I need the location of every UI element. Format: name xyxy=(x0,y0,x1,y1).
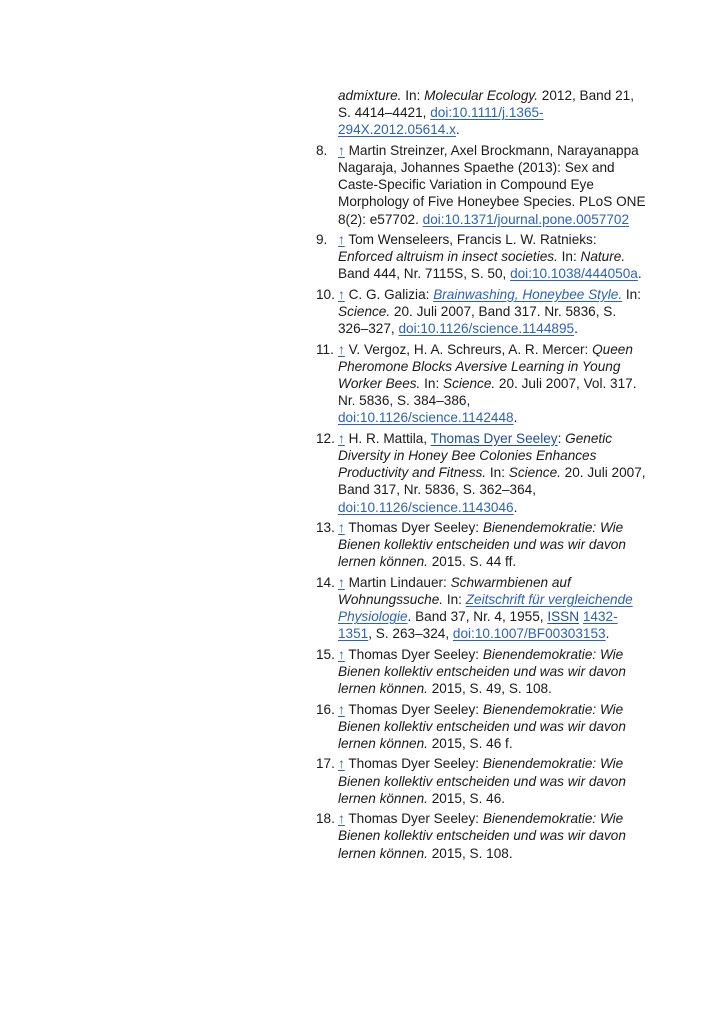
reference-text: 20. Juli 2007, Band 317. Nr. 5836, S. 326–327, xyxy=(338,304,617,337)
reference-text: Thomas Dyer Seeley: xyxy=(348,701,483,717)
reference-text: 2015, S. 49, S. 108. xyxy=(427,681,552,697)
reference-entry xyxy=(316,574,646,643)
reference-entry xyxy=(316,142,646,228)
reference-entry xyxy=(316,341,646,427)
reference-text: Martin Lindauer: xyxy=(348,574,451,590)
reference-text: . xyxy=(513,410,518,426)
reference-number: 11. xyxy=(316,341,334,357)
reference-number: 9. xyxy=(316,232,328,247)
reference-text: . xyxy=(637,266,642,282)
reference-link[interactable]: doi:10.1126/science.1143046 xyxy=(338,499,514,515)
reference-title: Enforced altruism in insect societies. xyxy=(338,249,558,265)
backlink-arrow-icon[interactable]: ↑ xyxy=(338,232,345,247)
reference-title: Bienendemokratie: Wie Bienen kollektiv entscheiden und was wir davon lernen können. xyxy=(338,811,626,861)
reference-text: C. G. Galizia: xyxy=(348,286,434,302)
reference-number: 16. xyxy=(316,701,335,717)
backlink-arrow-icon[interactable]: ↑ xyxy=(338,142,345,158)
reference-title-link[interactable]: Zeitschrift für vergleichende Physiologie xyxy=(338,592,633,625)
backlink-arrow-icon[interactable]: ↑ xyxy=(338,520,345,535)
reference-text: In: xyxy=(443,592,466,607)
reference-title: Bienendemokratie: Wie Bienen kollektiv entscheiden und was wir davon lernen können. xyxy=(338,520,626,570)
backlink-arrow-icon[interactable]: ↑ xyxy=(338,430,345,446)
reference-text: H. R. Mattila, xyxy=(348,430,431,446)
backlink-arrow-icon[interactable]: ↑ xyxy=(338,574,345,590)
backlink-arrow-icon[interactable]: ↑ xyxy=(338,701,345,717)
wiki-link[interactable]: ISSN xyxy=(547,609,580,625)
backlink-arrow-icon[interactable]: ↑ xyxy=(338,286,345,302)
reference-text: In: xyxy=(622,286,641,302)
reference-link[interactable]: doi:10.1371/journal.pone.0057702 xyxy=(422,211,630,227)
reference-entry xyxy=(316,231,646,283)
reference-text: . xyxy=(605,626,610,642)
reference-text: Martin Streinzer, Axel Brockmann, Narayanappa Nagaraja, Johannes Spaethe (2013): Sex and Caste-Specific Variation in Compound Eye Morphology of Five Honeybee Species. PLoS ONE 8(2): e57702. xyxy=(338,142,646,227)
reference-number: 13. xyxy=(316,520,335,535)
reference-text: . Band 37, Nr. 4, 1955, xyxy=(407,609,548,625)
reference-entry xyxy=(316,430,646,516)
reference-text: . xyxy=(513,499,518,515)
reference-link[interactable]: doi:10.1126/science.1142448 xyxy=(338,410,514,426)
reference-text: . xyxy=(574,321,578,337)
reference-text: Band 444, Nr. 7115S, S. 50, xyxy=(338,266,511,282)
reference-text: . xyxy=(455,122,460,138)
reference-entry xyxy=(316,519,646,571)
reference-number: 12. xyxy=(316,430,335,446)
reference-number: 10. xyxy=(316,286,335,302)
reference-title: Nature. xyxy=(580,249,626,265)
reference-title: admixture. xyxy=(338,88,402,103)
backlink-arrow-icon[interactable]: ↑ xyxy=(338,811,345,827)
reference-title: Science. xyxy=(338,304,391,319)
reference-title: Bienendemokratie: Wie Bienen kollektiv entscheiden und was wir davon lernen können. xyxy=(338,701,626,751)
reference-number: 8. xyxy=(316,142,328,158)
reference-text: 2012, Band 21, S. 4414–4421, xyxy=(338,88,634,121)
reference-number: 17. xyxy=(316,756,335,772)
backlink-arrow-icon[interactable]: ↑ xyxy=(338,756,345,772)
reference-title: Bienendemokratie: Wie Bienen kollektiv entscheiden und was wir davon lernen können. xyxy=(338,756,626,806)
reference-text: Thomas Dyer Seeley: xyxy=(348,520,483,535)
reference-text: V. Vergoz, H. A. Schreurs, A. R. Mercer: xyxy=(348,341,593,357)
reference-text: 2015, S. 46. xyxy=(427,790,506,806)
reference-text: 2015, S. 108. xyxy=(427,845,513,861)
reference-text: 2015, S. 46 f. xyxy=(427,736,513,751)
reference-list xyxy=(316,87,646,865)
reference-title-link[interactable]: Brainwashing, Honeybee Style. xyxy=(433,286,623,302)
reference-text: In: xyxy=(557,249,581,265)
reference-link[interactable]: doi:10.1038/444050a xyxy=(510,266,638,282)
reference-text: In: xyxy=(420,376,444,391)
reference-title: Schwarmbienen auf Wohnungssuche. xyxy=(338,574,571,607)
reference-link[interactable]: 1432-1351 xyxy=(338,609,618,642)
reference-text: Tom Wenseleers, Francis L. W. Ratnieks: xyxy=(348,232,597,247)
reference-entry xyxy=(316,755,646,807)
reference-text: 20. Juli 2007, Vol. 317. Nr. 5836, S. 384–386, xyxy=(338,376,637,409)
backlink-arrow-icon[interactable]: ↑ xyxy=(338,341,345,357)
reference-text: In: xyxy=(401,88,425,103)
reference-text: , S. 263–324, xyxy=(368,626,453,642)
reference-entry xyxy=(316,646,646,698)
reference-title: Bienendemokratie: Wie Bienen kollektiv entscheiden und was wir davon lernen können. xyxy=(338,646,626,697)
reference-title: Genetic Diversity in Honey Bee Colonies Enhances Productivity and Fitness. xyxy=(338,430,613,481)
reference-number: 18. xyxy=(316,811,335,827)
wiki-link[interactable]: Thomas Dyer Seeley xyxy=(430,430,558,446)
reference-text: Thomas Dyer Seeley: xyxy=(348,646,483,662)
reference-entry xyxy=(316,810,646,862)
reference-entry xyxy=(316,701,646,753)
reference-text: Thomas Dyer Seeley: xyxy=(348,756,483,772)
reference-text: Thomas Dyer Seeley: xyxy=(348,811,483,827)
reference-title: Queen Pheromone Blocks Aversive Learning in Young Worker Bees. xyxy=(338,341,633,391)
backlink-arrow-icon[interactable]: ↑ xyxy=(338,646,345,662)
reference-text: : xyxy=(557,430,566,446)
reference-link[interactable]: doi:10.1126/science.1144895 xyxy=(398,321,575,337)
reference-link[interactable]: doi:10.1007/BF00303153 xyxy=(452,626,606,642)
reference-title: Science. xyxy=(508,465,561,481)
reference-link[interactable]: doi:10.1111/j.1365-294X.2012.05614.x xyxy=(338,105,544,138)
reference-number: 14. xyxy=(316,574,335,590)
reference-title: Science. xyxy=(443,376,496,391)
reference-text: 2015. S. 44 ff. xyxy=(427,554,517,570)
reference-text: 20. Juli 2007, Band 317, Nr. 5836, S. 362–364, xyxy=(338,465,646,498)
reference-text: In: xyxy=(486,465,509,481)
reference-number: 15. xyxy=(316,646,335,662)
reference-entry xyxy=(316,87,646,139)
reference-title: Molecular Ecology. xyxy=(424,88,538,103)
reference-entry xyxy=(316,286,646,338)
